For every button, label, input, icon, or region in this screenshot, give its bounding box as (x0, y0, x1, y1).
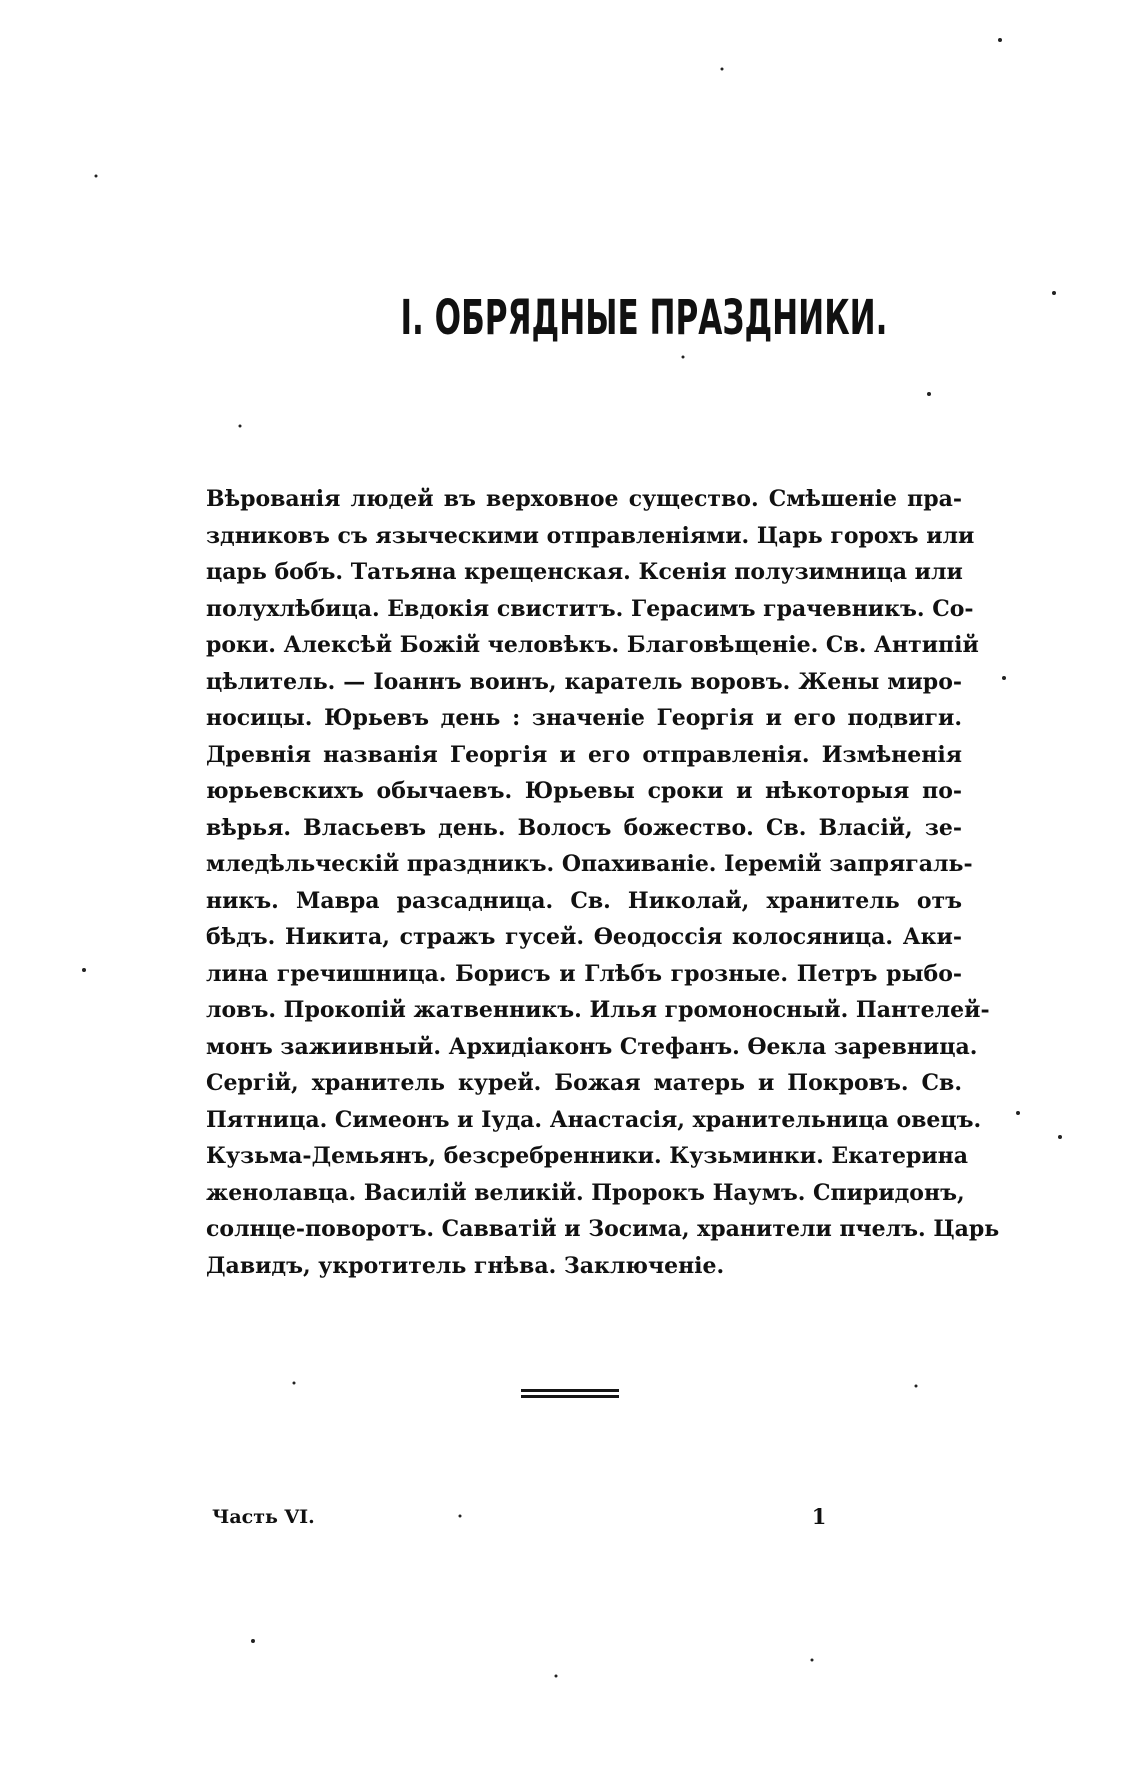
double-rule-divider (521, 1389, 619, 1399)
summary-line: бѣдъ. Никита, стражъ гусей. Ѳеодоссія колосяница. Аки- (206, 924, 962, 950)
summary-line: Давидъ, укротитель гнѣва. Заключеніе. (206, 1252, 725, 1279)
summary-line: женолавца. Василій великій. Пророкъ Наумъ. Спиридонъ, (206, 1179, 965, 1206)
part-label: Часть VI. (212, 1506, 315, 1528)
summary-line: цѣлитель. — Іоаннъ воинъ, каратель воровъ. Жены миро- (206, 668, 962, 695)
summary-line: царь бобъ. Татьяна крещенская. Ксенія полузимница или (206, 559, 963, 585)
summary-line: Сергій, хранитель курей. Божая матерь и Покровъ. Св. (206, 1070, 962, 1096)
chapter-title: I. ОБРЯДНЫЕ ПРАЗДНИКИ. (400, 290, 888, 346)
summary-line: вѣрья. Власьевъ день. Волосъ божество. Св. Власій, зе- (206, 814, 962, 841)
summary-line: носицы. Юрьевъ день : значеніе Георгія и его подвиги. (206, 705, 962, 731)
summary-line: монъ зажиивный. Архидіаконъ Стефанъ. Ѳекла заревница. (206, 1033, 978, 1060)
summary-line: роки. Алексѣй Божій человѣкъ. Благовѣщеніе. Св. Антипій (206, 632, 979, 658)
summary-line: Кузьма-Демьянъ, безсребренники. Кузьминки. Екатерина (206, 1143, 969, 1169)
summary-line: солнце-поворотъ. Савватій и Зосима, хранители пчелъ. Царь (206, 1216, 1000, 1242)
summary-line: Древнія названія Георгія и его отправленія. Измѣненія (206, 741, 962, 768)
summary-line: Пятница. Симеонъ и Іуда. Анастасія, хранительница овецъ. (206, 1106, 982, 1133)
divider-bottom-line (521, 1395, 619, 1398)
summary-line: лина гречишница. Борисъ и Глѣбъ грозные. Петръ рыбо- (206, 960, 962, 987)
summary-line: полухлѣбица. Евдокія свиститъ. Герасимъ грачевникъ. Со- (206, 595, 974, 622)
page-number: 1 (811, 1504, 827, 1529)
summary-line: ловъ. Прокопій жатвенникъ. Илья громоносный. Пантелей- (206, 997, 990, 1023)
summary-line: юрьевскихъ обычаевъ. Юрьевы сроки и нѣкоторыя по- (206, 778, 962, 804)
chapter-summary (206, 481, 1000, 1284)
summary-line: никъ. Мавра разсадница. Св. Николай, хранитель отъ (206, 887, 962, 914)
divider-top-line (521, 1389, 619, 1392)
summary-line: мледѣльческій праздникъ. Опахиваніе. Іеремій запрягаль- (206, 851, 973, 877)
summary-line: Вѣрованія людей въ верховное существо. Смѣшеніе пра- (206, 486, 962, 512)
summary-line: здниковъ съ языческими отправленіями. Царь горохъ или (206, 522, 975, 549)
